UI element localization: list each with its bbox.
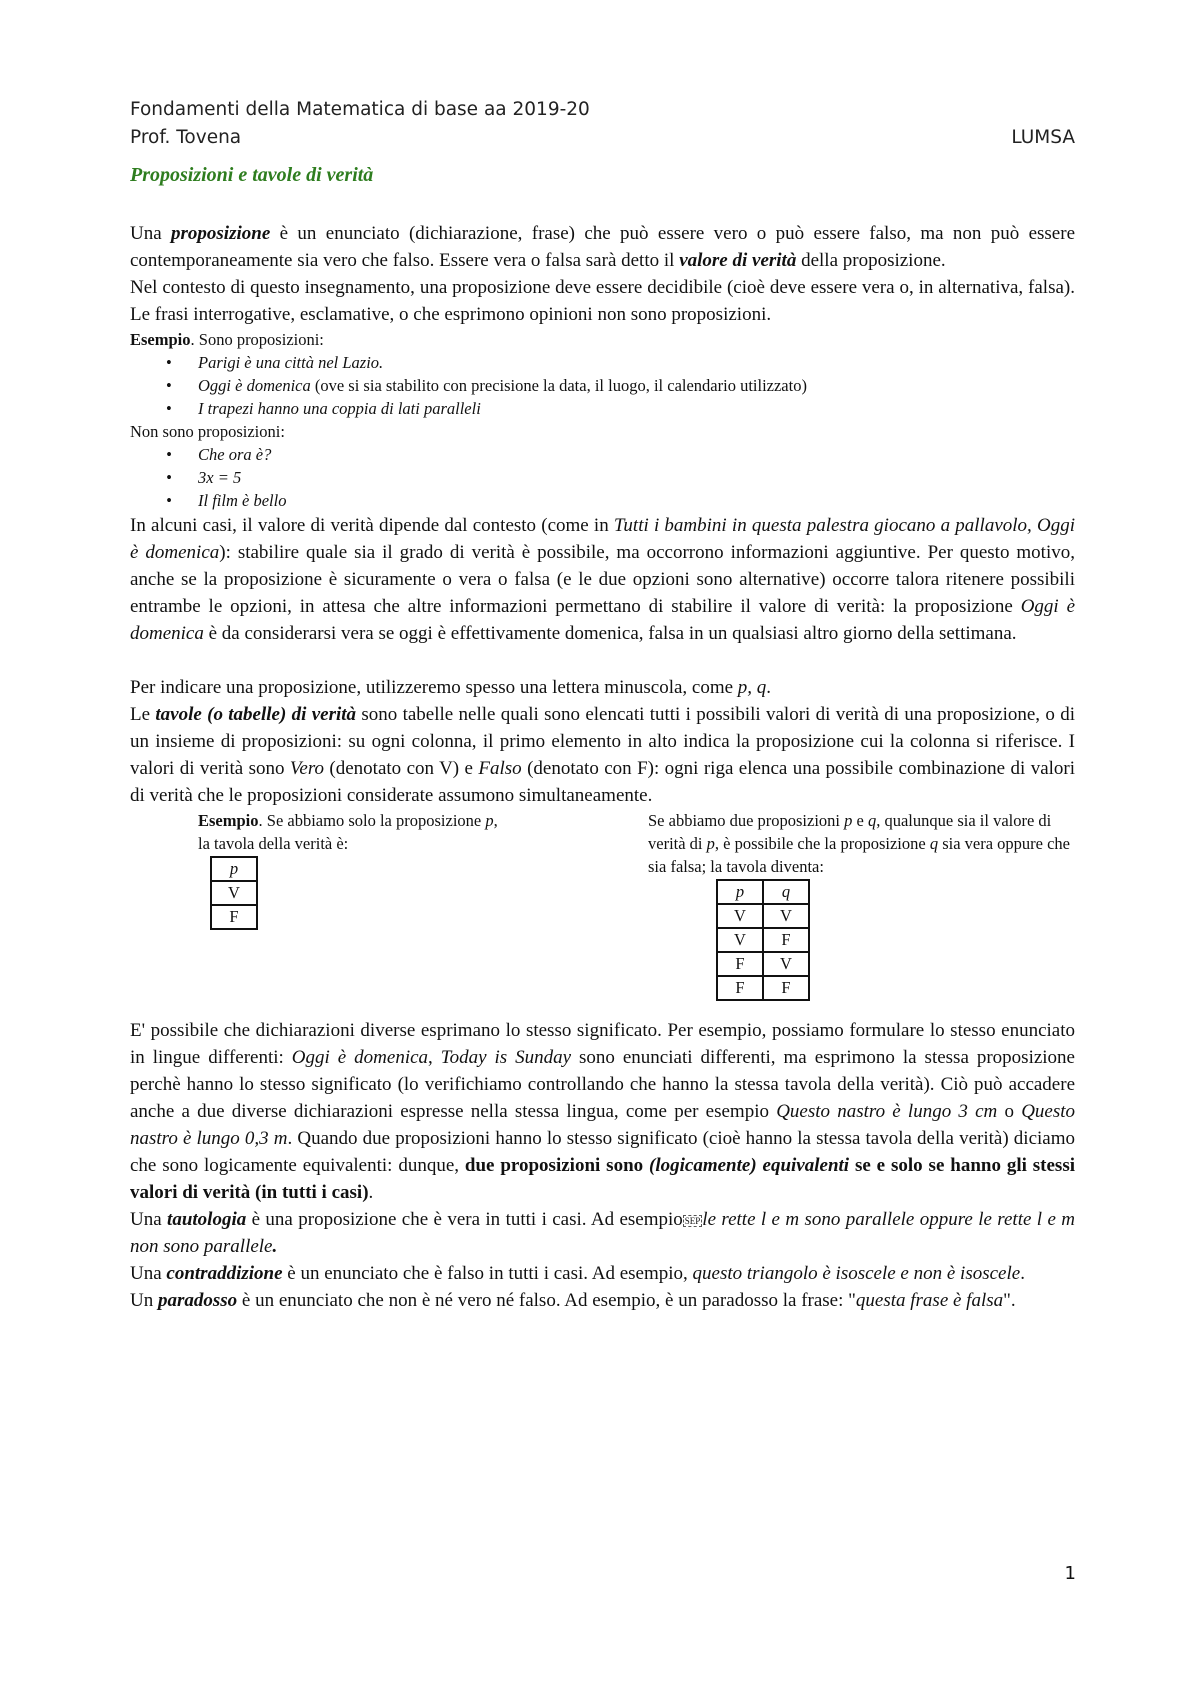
list-item: • Che ora è? <box>198 443 1075 466</box>
table-cell: V <box>211 881 257 905</box>
table-cell: F <box>717 976 763 1000</box>
truth-table-p <box>210 856 258 930</box>
list-item: • Oggi è domenica (ove si sia stabilito con precisione la data, il luogo, il calendario utilizzato) <box>198 374 1075 397</box>
list-item: • Il film è bello <box>198 489 1075 512</box>
course-title: Fondamenti della Matematica di base aa 2019-20 <box>130 99 590 120</box>
page-number: 1 <box>1064 1563 1076 1584</box>
example-propositions: Esempio. Sono proposizioni: • Parigi è una città nel Lazio. • Oggi è domenica (ove si sia stabilito con precisione la data, il luogo, il calendario utilizzato) • I trapezi hanno una coppia di lati paralleli Non sono proposizioni: • Che ora è? • 3x = 5 • Il film è bello <box>130 328 1075 512</box>
page-header <box>130 96 1075 152</box>
table-cell: F <box>717 952 763 976</box>
table-cell: V <box>763 952 809 976</box>
paragraph-contesto: In alcuni casi, il valore di verità dipende dal contesto (come in Tutti i bambini in questa palestra giocano a pallavolo, Oggi è domenica): stabilire quale sia il grado di verità è possibile, ma occorrono informazioni aggiuntive. Per questo motivo, anche se la proposizione è sicuramente o vera o falsa (e le due opzioni sono alternative) occorre talora ritenere possibili entrambe le opzioni, in attesa che altre informazioni permettano di stabilire il valore di verità: la proposizione Oggi è domenica è da considerarsi vera se oggi è effettivamente domenica, falsa in un qualsiasi altro giorno della settimana. <box>130 515 1075 644</box>
professor-name: Prof. Tovena <box>130 127 242 148</box>
example-single-proposition: Esempio. Se abbiamo solo la proposizione p, la tavola della verità è: p V F <box>198 809 558 930</box>
document-body <box>130 220 1075 1314</box>
table-cell: V <box>717 928 763 952</box>
paragraph-proposizione: Una proposizione è un enunciato (dichiarazione, frase) che può essere vero o può essere falso, ma non può essere contemporaneamente sia vero che falso. Essere vera o falsa sarà detto il valore di verità della proposizione. <box>130 223 1076 271</box>
table-cell: F <box>763 976 809 1000</box>
list-item: • I trapezi hanno una coppia di lati paralleli <box>198 397 1075 420</box>
section-title: Proposizioni e tavole di verità <box>130 164 374 186</box>
paragraph-lettere: Per indicare una proposizione, utilizzeremo spesso una lettera minuscola, come p, q. <box>130 677 772 698</box>
table-cell: F <box>763 928 809 952</box>
paragraph-decidibile: Nel contesto di questo insegnamento, una proposizione deve essere decidibile (cioè deve essere vera o, in alternativa, falsa). Le frasi interrogative, esclamative, o che esprimono opinioni non sono proposizioni. <box>130 277 1075 325</box>
paragraph-contraddizione: Una contraddizione è un enunciato che è falso in tutti i casi. Ad esempio, questo triangolo è isoscele e non è isoscele. <box>130 1263 1025 1284</box>
table-cell: V <box>763 904 809 928</box>
truth-table-examples <box>130 809 1075 1017</box>
list-item: • 3x = 5 <box>198 466 1075 489</box>
university-name: LUMSA <box>1011 127 1075 148</box>
paragraph-tautologia: Una tautologia è una proposizione che è vera in tutti i casi. Ad esempio SEP le rette l e m sono parallele oppure le rette l e m non sono parallele. <box>130 1209 1076 1257</box>
table-header: p <box>211 857 257 881</box>
field-marker: SEP <box>684 1215 701 1226</box>
truth-table-pq <box>716 879 810 1001</box>
paragraph-tavole: Le tavole (o tabelle) di verità sono tabelle nelle quali sono elencati tutti i possibili valori di verità di una proposizione, o di un insieme di proposizioni: su ogni colonna, il primo elemento in alto indica la proposizione cui la colonna si riferisce. I valori di verità sono Vero (denotato con V) e Falso (denotato con F): ogni riga elenca una possibile combinazione di valori di verità che le proposizioni considerate assumono simultaneamente. <box>130 704 1076 806</box>
table-cell: F <box>211 905 257 929</box>
paragraph-paradosso: Un paradosso è un enunciato che non è né vero né falso. Ad esempio, è un paradosso la frase: "questa frase è falsa". <box>130 1290 1016 1311</box>
table-header: q <box>763 880 809 904</box>
paragraph-equivalenza: E' possibile che dichiarazioni diverse esprimano lo stesso significato. Per esempio, possiamo formulare lo stesso enunciato in lingue differenti: Oggi è domenica, Today is Sunday sono enunciati differenti, ma esprimono la stessa proposizione perchè hanno lo stesso significato (lo verifichiamo controllando che hanno la stessa tavola della verità). Ciò può accadere anche a due diverse dichiarazioni espresse nella stessa lingua, come per esempio Questo nastro è lungo 3 cm o Questo nastro è lungo 0,3 m. Quando due proposizioni hanno lo stesso significato (cioè hanno la stessa tavola della verità) diciamo che sono logicamente equivalenti: dunque, due proposizioni sono (logicamente) equivalenti se e solo se hanno gli stessi valori di verità (in tutti i casi). <box>130 1020 1076 1203</box>
table-header: p <box>717 880 763 904</box>
table-cell: V <box>717 904 763 928</box>
list-item: • Parigi è una città nel Lazio. <box>198 351 1075 374</box>
example-two-propositions: Se abbiamo due proposizioni p e q, qualunque sia il valore di verità di p, è possibile che la proposizione q sia vera oppure che sia falsa; la tavola diventa: p q V V V F F V F F <box>648 809 1078 1001</box>
